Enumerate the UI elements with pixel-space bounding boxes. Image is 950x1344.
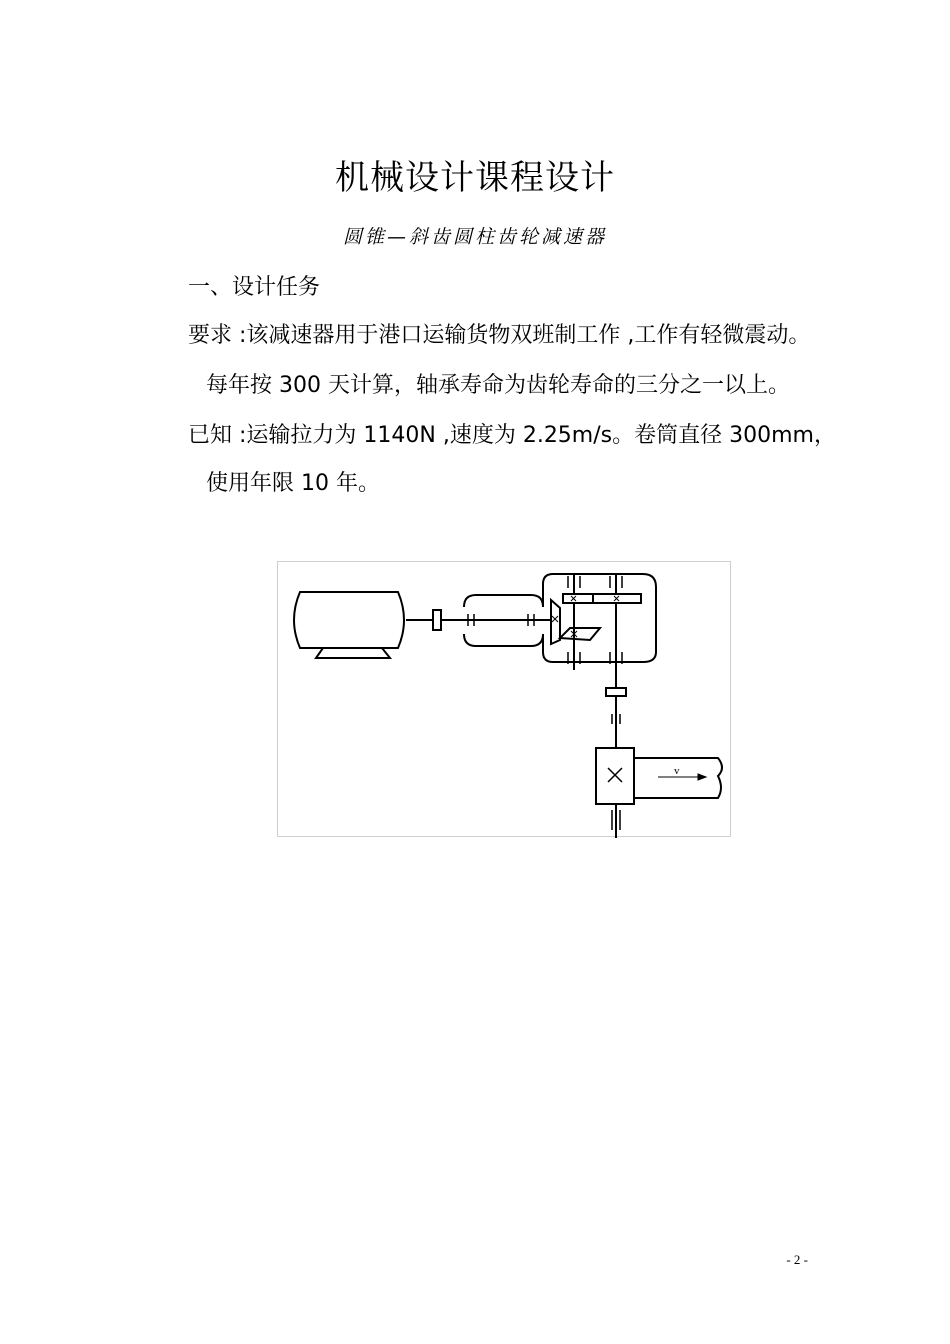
transmission-schematic [278, 562, 732, 838]
page-title: 机械设计课程设计 [335, 158, 615, 198]
velocity-label: v [674, 765, 680, 777]
requirements-line-1: 要求 :该减速器用于港口运输货物双班制工作 ,工作有轻微震动。 [188, 323, 811, 348]
known-line-2: 使用年限 10 年。 [206, 471, 380, 496]
motor [294, 592, 404, 658]
transmission-diagram [277, 561, 731, 837]
page-number: - 2 - [786, 1252, 808, 1267]
known-line-1: 已知 :运输拉力为 1140N ,速度为 2.25m/s。卷筒直径 300mm， [188, 423, 836, 448]
page-subtitle: 圆锥—斜齿圆柱齿轮减速器 [342, 226, 607, 248]
section-heading: 一、设计任务 [188, 275, 321, 300]
conveyor-belt [634, 758, 722, 798]
bevel-gear-pair [551, 600, 600, 644]
requirements-line-2: 每年按 300 天计算，轴承寿命为齿轮寿命的三分之一以上。 [206, 373, 790, 398]
